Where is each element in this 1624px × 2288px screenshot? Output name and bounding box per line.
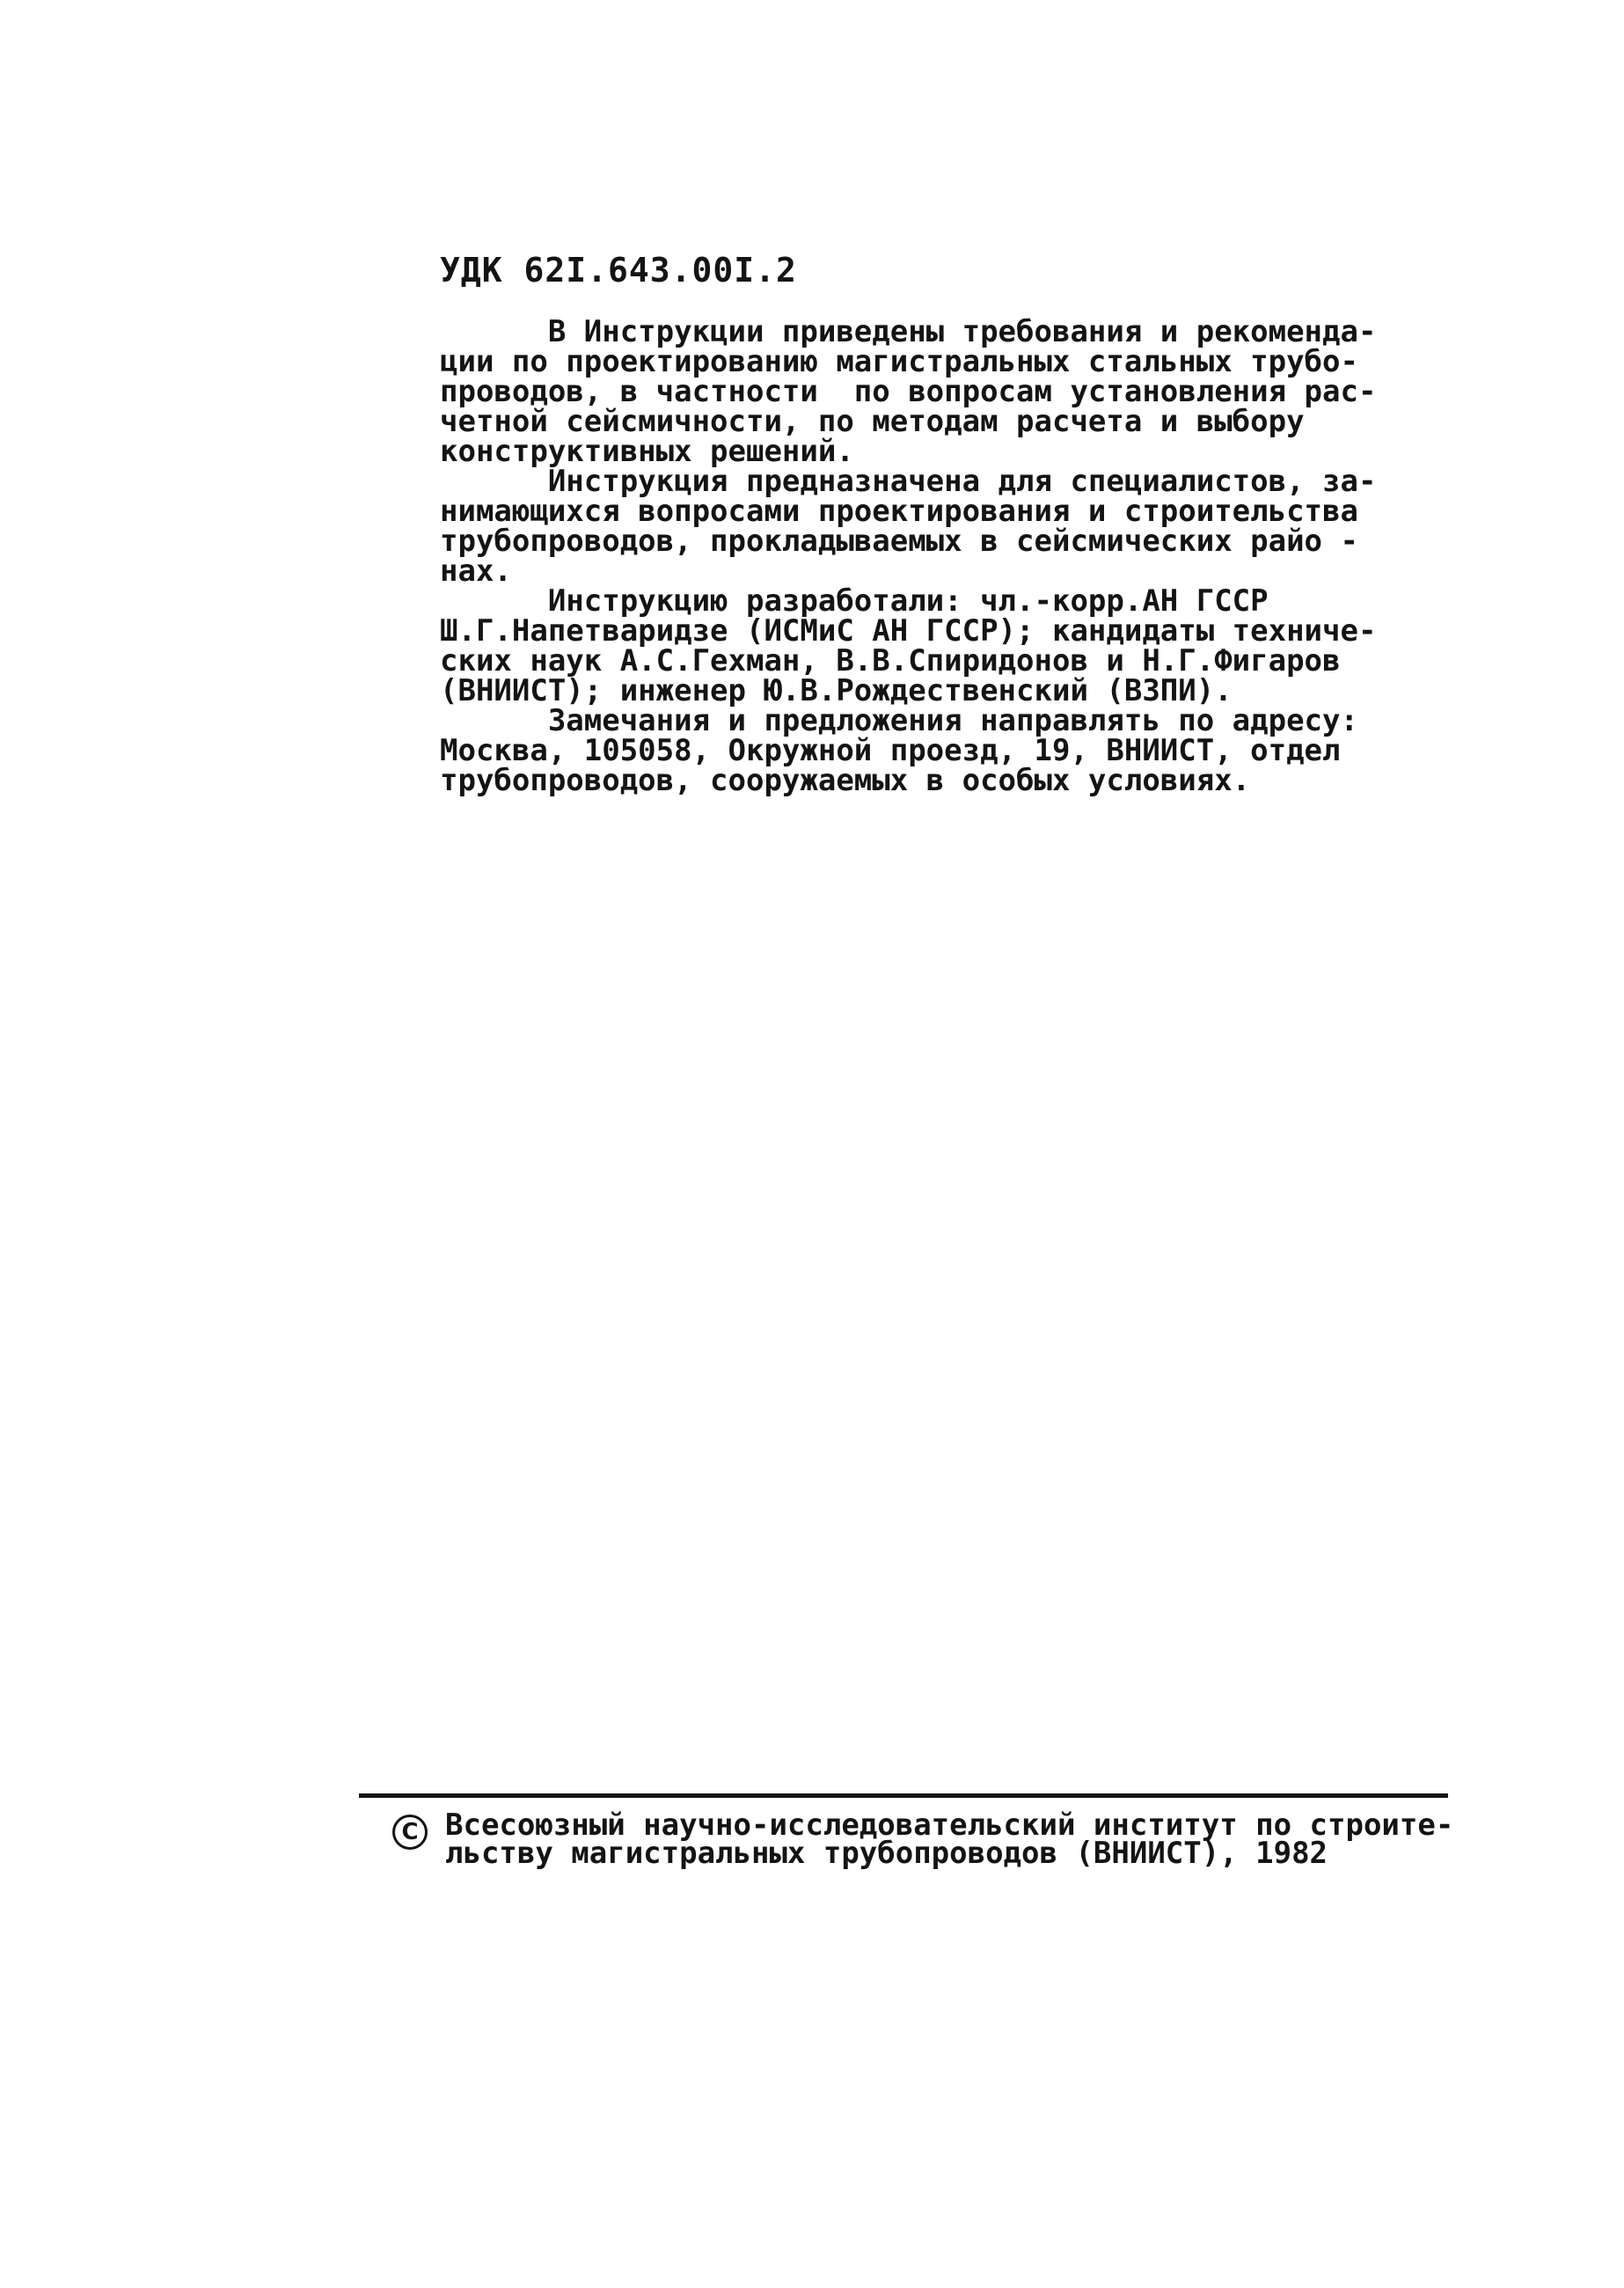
abstract-line: Москва, 105058, Окружной проезд, 19, ВНИИСТ, отдел [440, 733, 1341, 768]
abstract-line: ции по проектированию магистральных стальных трубо- [440, 344, 1358, 379]
copyright-icon: C [392, 1815, 428, 1850]
abstract-line: Замечания и предложения направлять по адресу: [440, 703, 1358, 738]
abstract-line: Инструкция предназначена для специалистов, за- [440, 464, 1377, 499]
abstract-line: В Инструкции приведены требования и рекоменда- [440, 314, 1377, 349]
copyright-line: Всесоюзный научно-исследовательский институт по строите- [445, 1808, 1454, 1843]
abstract-line: нах. [440, 554, 512, 589]
abstract-line: трубопроводов, сооружаемых в особых условиях. [440, 763, 1251, 798]
udc-code: УДК 62I.643.00I.2 [440, 251, 797, 290]
abstract-line: четной сейсмичности, по методам расчета и выбору [440, 404, 1305, 439]
abstract-line: нимающихся вопросами проектирования и строительства [440, 494, 1358, 529]
copyright-line: льству магистральных трубопроводов (ВНИИСТ), 1982 [445, 1836, 1328, 1871]
abstract-line: Инструкцию разработали: чл.-корр.АН ГССР [440, 583, 1269, 619]
abstract-line: (ВНИИСТ); инженер Ю.В.Рождественский (ВЗПИ). [440, 673, 1233, 708]
abstract-line: Ш.Г.Напетваридзе (ИСМиС АН ГССР); кандидаты техниче- [440, 613, 1377, 649]
abstract-line: ских наук А.С.Гехман, В.В.Спиридонов и Н.Г.Фигаров [440, 643, 1341, 678]
footer-divider [359, 1793, 1448, 1798]
abstract-line: трубопроводов, прокладываемых в сейсмических райо - [440, 524, 1358, 559]
abstract-line: проводов, в частности по вопросам установления рас- [440, 374, 1377, 409]
abstract-line: конструктивных решений. [440, 434, 854, 469]
abstract-text [440, 314, 1377, 798]
copyright-notice [445, 1808, 1454, 1871]
